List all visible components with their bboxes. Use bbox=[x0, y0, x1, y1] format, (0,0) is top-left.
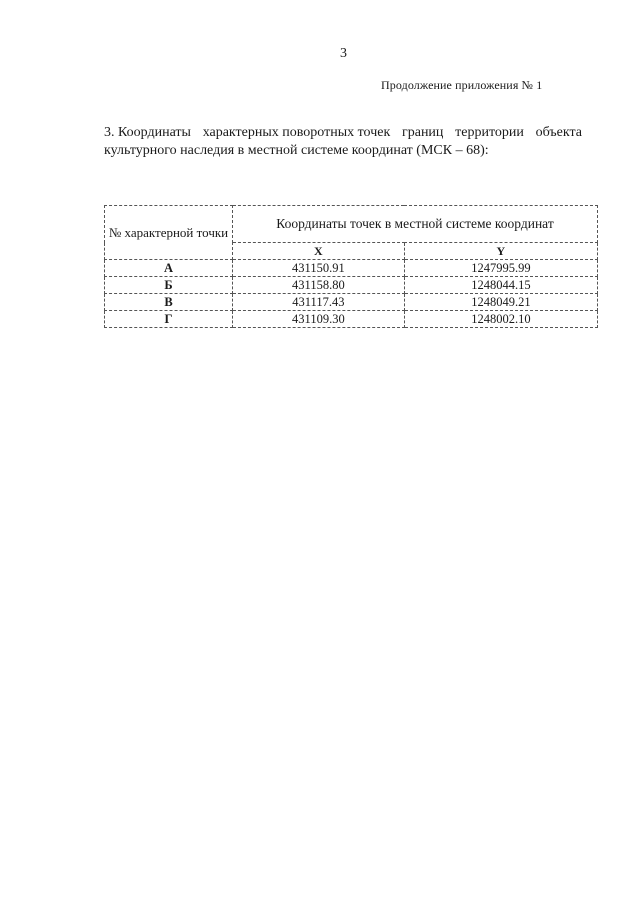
point-label: Г bbox=[105, 311, 233, 328]
y-value: 1248002.10 bbox=[404, 311, 597, 328]
appendix-continuation-note: Продолжение приложения № 1 bbox=[381, 78, 543, 92]
header-x: X bbox=[233, 243, 405, 260]
table-row bbox=[105, 277, 598, 294]
table-row bbox=[105, 260, 598, 277]
section-heading-line-2: культурного наследия в местной системе координат (МСК – 68): bbox=[104, 143, 489, 158]
page-number: 3 bbox=[340, 46, 347, 61]
heading-word: характерных поворотных точек bbox=[202, 125, 391, 140]
heading-word: 3. Координаты bbox=[104, 125, 191, 140]
x-value: 431109.30 bbox=[233, 311, 405, 328]
x-value: 431158.80 bbox=[233, 277, 405, 294]
y-value: 1247995.99 bbox=[404, 260, 597, 277]
heading-word: территории bbox=[455, 125, 524, 140]
point-label: В bbox=[105, 294, 233, 311]
coordinates-table bbox=[104, 205, 598, 328]
point-label: Б bbox=[105, 277, 233, 294]
y-value: 1248049.21 bbox=[404, 294, 597, 311]
section-heading-line-1 bbox=[104, 124, 582, 142]
y-value: 1248044.15 bbox=[404, 277, 597, 294]
section-heading bbox=[104, 124, 582, 160]
x-value: 431150.91 bbox=[233, 260, 405, 277]
header-coordinates: Координаты точек в местной системе координат bbox=[233, 206, 598, 243]
table-header-row bbox=[105, 206, 598, 243]
point-label: А bbox=[105, 260, 233, 277]
header-y: Y bbox=[404, 243, 597, 260]
table-row bbox=[105, 311, 598, 328]
header-point-number bbox=[105, 206, 233, 260]
header-point-number-label: № характерной точки bbox=[108, 225, 229, 240]
x-value: 431117.43 bbox=[233, 294, 405, 311]
table-row bbox=[105, 294, 598, 311]
heading-word: объекта bbox=[535, 125, 582, 140]
heading-word: границ bbox=[401, 125, 444, 140]
